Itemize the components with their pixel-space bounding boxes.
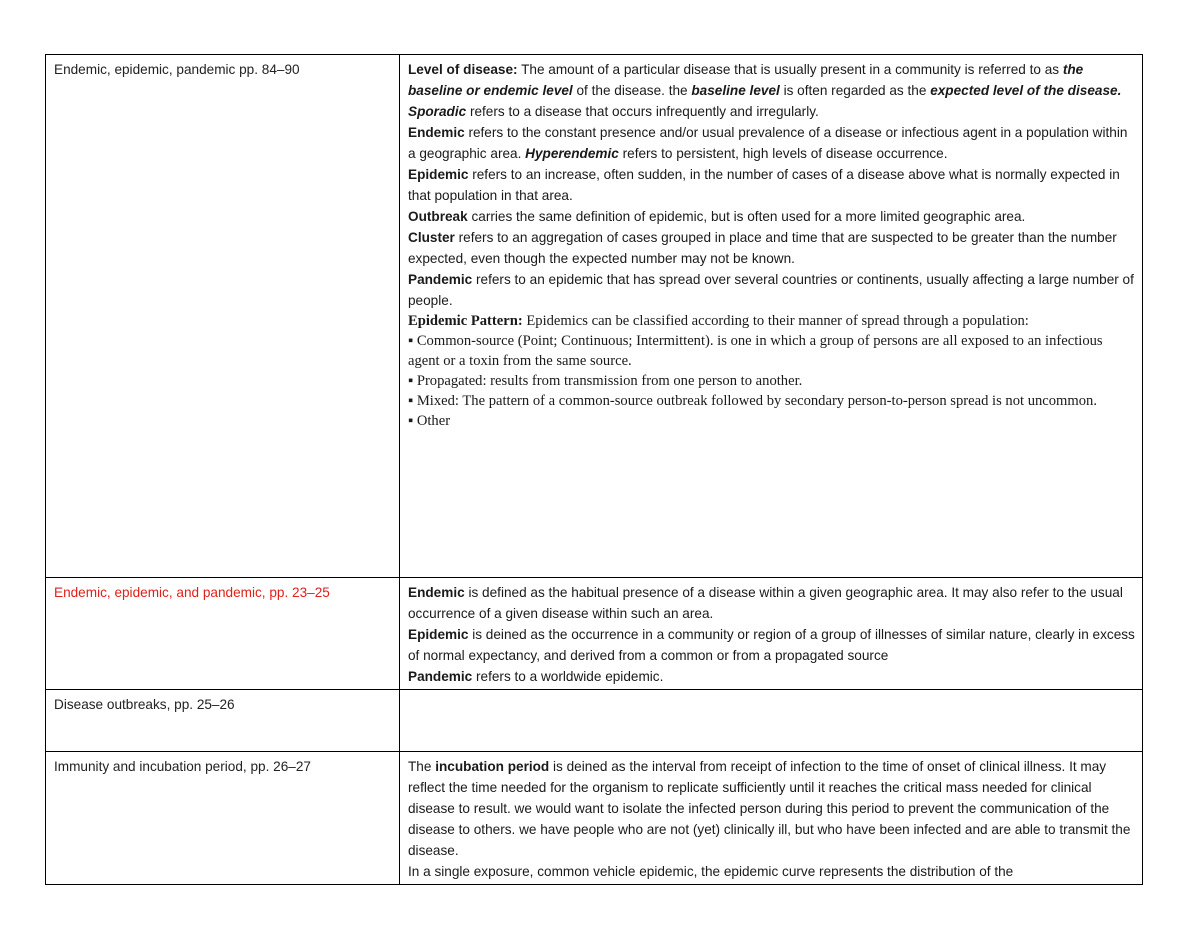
text: is defined as the habitual presence of a disease within a given geographic area. It may also refer to the usual occurrence of a given disease within such an area. xyxy=(408,585,1123,621)
table-row xyxy=(46,690,1143,752)
term-outbreak: Outbreak xyxy=(408,209,468,224)
incubation-paragraph xyxy=(408,756,1136,861)
table-row xyxy=(46,752,1143,885)
content-cell-empty xyxy=(400,690,1143,752)
text: refers to a worldwide epidemic. xyxy=(472,669,664,684)
text: refers to the constant presence and/or usual prevalence of a disease or infectious agent in a population within a geographic area. xyxy=(408,125,1128,161)
text: refers to a disease that occurs infrequently and irregularly. xyxy=(466,104,819,119)
table-row xyxy=(46,578,1143,690)
topic-label: Immunity and incubation period, pp. 26–27 xyxy=(54,759,311,774)
epidemic-paragraph xyxy=(408,624,1136,666)
epidemic-pattern-paragraph xyxy=(408,311,1136,331)
term-epidemic: Epidemic xyxy=(408,627,469,642)
pattern-bullet: ▪ Propagated: results from transmission from one person to another. xyxy=(408,373,803,389)
text: refers to an epidemic that has spread over several countries or continents, usually affecting a large number of people. xyxy=(408,272,1134,308)
text: refers to persistent, high levels of disease occurrence. xyxy=(618,146,948,161)
pattern-bullet: ▪ Mixed: The pattern of a common-source outbreak followed by secondary person-to-person spread is not uncommon. xyxy=(408,393,1098,409)
term-hyperendemic: Hyperendemic xyxy=(525,146,619,161)
term-level-of-disease: Level of disease: xyxy=(408,62,518,77)
topic-cell xyxy=(46,578,400,690)
text: is deined as the occurrence in a community or region of a group of illnesses of similar nature, clearly in excess of normal expectancy, and derived from a common or from a propagated source xyxy=(408,627,1135,663)
topic-label: Disease outbreaks, pp. 25–26 xyxy=(54,697,235,712)
pandemic-paragraph xyxy=(408,269,1136,311)
table-row xyxy=(46,55,1143,578)
topic-cell xyxy=(46,55,400,578)
term-baseline-level: baseline level xyxy=(691,83,780,98)
text: carries the same definition of epidemic, but is often used for a more limited geographic area. xyxy=(467,209,1026,224)
content-cell xyxy=(400,55,1143,578)
term-incubation-period: incubation period xyxy=(435,759,550,774)
topic-cell xyxy=(46,752,400,885)
text: of the disease. the xyxy=(572,83,692,98)
epidemic-paragraph xyxy=(408,164,1136,206)
text: is often regarded as the xyxy=(779,83,931,98)
text: refers to an aggregation of cases grouped in place and time that are suspected to be greater than the number expected, even though the expected number may not be known. xyxy=(408,230,1117,266)
topic-label: Endemic, epidemic, and pandemic, pp. 23–25 xyxy=(54,585,330,600)
topic-label: Endemic, epidemic, pandemic pp. 84–90 xyxy=(54,62,300,77)
pandemic-paragraph xyxy=(408,666,1136,687)
endemic-paragraph xyxy=(408,122,1136,164)
term-pandemic: Pandemic xyxy=(408,669,473,684)
text: The amount of a particular disease that is usually present in a community is referred to as xyxy=(517,62,1063,77)
term-baseline: the baseline or endemic level xyxy=(408,62,1084,98)
content-cell xyxy=(400,578,1143,690)
endemic-paragraph xyxy=(408,582,1136,624)
epidemic-curve-paragraph: In a single exposure, common vehicle epidemic, the epidemic curve represents the distribution of the xyxy=(408,864,1014,879)
term-cluster: Cluster xyxy=(408,230,455,245)
outbreak-paragraph xyxy=(408,206,1136,227)
content-cell xyxy=(400,752,1143,885)
term-expected-level: expected level of the disease. Sporadic xyxy=(408,83,1122,119)
term-endemic: Endemic xyxy=(408,585,465,600)
topic-cell xyxy=(46,690,400,752)
text: Epidemics can be classified according to their manner of spread through a population: xyxy=(522,313,1029,329)
term-epidemic: Epidemic xyxy=(408,167,469,182)
term-endemic: Endemic xyxy=(408,125,465,140)
pattern-bullet: ▪ Other xyxy=(408,413,451,429)
text: The xyxy=(408,759,436,774)
text: is deined as the interval from receipt of infection to the time of onset of clinical illness. It may reflect the time needed for the organism to replicate sufficiently until it reaches the critical mass needed for clinical disease to result. we would want to isolate the infected person during this period to prevent the communication of the disease to others. we have people who are not (yet) clinically ill, but who have been infected and are able to transmit the disease. xyxy=(408,759,1131,858)
term-pandemic: Pandemic xyxy=(408,272,473,287)
cluster-paragraph xyxy=(408,227,1136,269)
notes-table xyxy=(45,54,1143,885)
pattern-bullet: ▪ Common-source (Point; Continuous; Intermittent). is one in which a group of persons are all exposed to an infectious agent or a toxin from the same source. xyxy=(408,333,1103,369)
level-of-disease-paragraph xyxy=(408,59,1136,122)
text: refers to an increase, often sudden, in the number of cases of a disease above what is normally expected in that population in that area. xyxy=(408,167,1120,203)
term-epidemic-pattern: Epidemic Pattern: xyxy=(408,313,523,329)
